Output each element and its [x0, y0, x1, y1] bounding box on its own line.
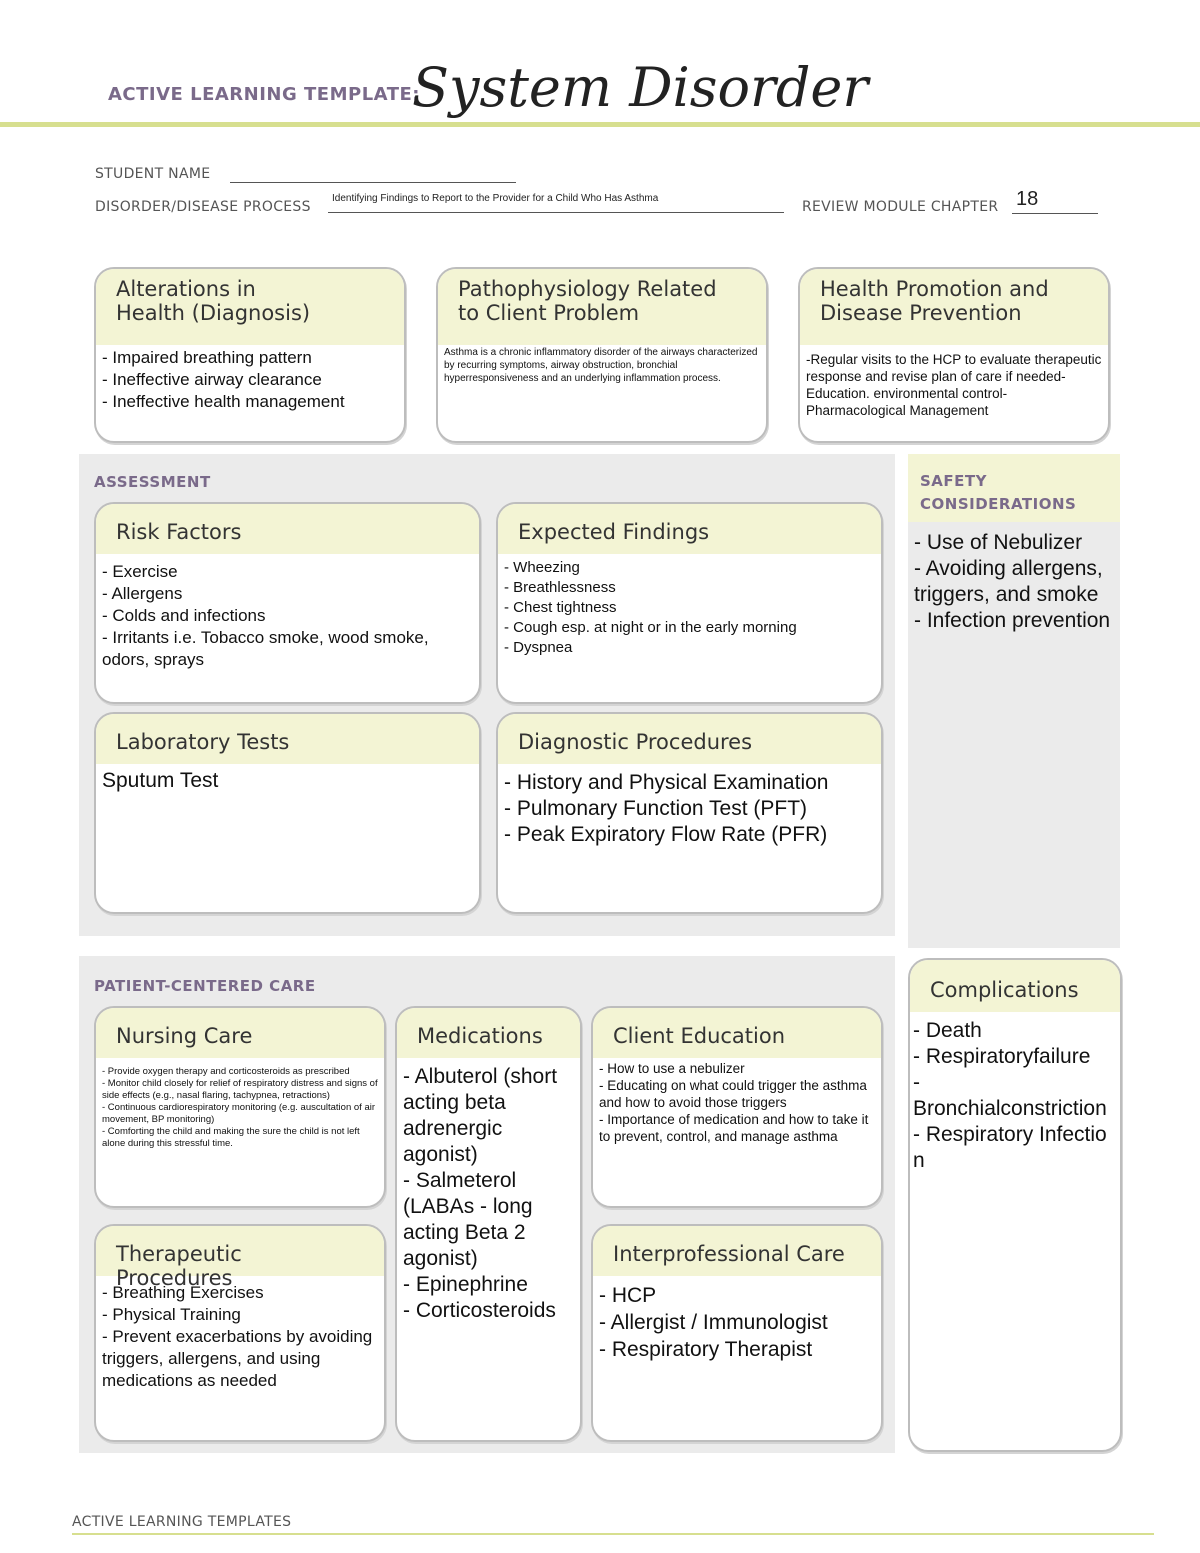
nursing-care-title: Nursing Care	[96, 1008, 384, 1058]
footer-label: ACTIVE LEARNING TEMPLATES	[72, 1514, 292, 1530]
nursing-care-body[interactable]: - Provide oxygen therapy and corticosteroids as prescribed - Monitor child closely for relief of respiratory distress and signs of side effects (e.g., nasal flaring, tachypnea, retractions) - Continuous cardiorespiratory monitoring (e.g. auscultation of air movement, BP monitoring) - Comforting the child and making the sure the child is not left alone during this stressful time.	[102, 1066, 378, 1149]
interprofessional-care-box	[591, 1224, 883, 1442]
safety-panel	[908, 454, 1120, 948]
safety-title: SAFETY CONSIDERATIONS	[908, 454, 1120, 522]
therapeutic-procedures-box	[94, 1224, 386, 1442]
diagnostic-procedures-box	[496, 712, 883, 914]
pathophysiology-title: Pathophysiology Related to Client Problem	[438, 269, 766, 345]
alterations-in-health-title: Alterations in Health (Diagnosis)	[96, 269, 404, 345]
student-name-field[interactable]	[230, 168, 516, 183]
disorder-value: Identifying Findings to Report to the Provider for a Child Who Has Asthma	[332, 193, 659, 204]
template-label: ACTIVE LEARNING TEMPLATE:	[108, 84, 420, 105]
diagnostic-procedures-title: Diagnostic Procedures	[498, 714, 881, 764]
alterations-in-health-body[interactable]: - Impaired breathing pattern - Ineffective airway clearance - Ineffective health management	[102, 348, 345, 411]
nursing-care-box	[94, 1006, 386, 1208]
expected-findings-body[interactable]: - Wheezing - Breathlessness - Chest tightness - Cough esp. at night or in the early morning - Dyspnea	[504, 559, 797, 656]
safety-body[interactable]: - Use of Nebulizer - Avoiding allergens, triggers, and smoke - Infection prevention	[914, 531, 1111, 632]
footer-divider	[72, 1533, 1154, 1535]
client-education-box	[591, 1006, 883, 1208]
medications-box	[395, 1006, 582, 1442]
chapter-label: REVIEW MODULE CHAPTER	[802, 199, 999, 215]
header-divider	[0, 122, 1200, 127]
disorder-field[interactable]	[328, 190, 784, 213]
assessment-label: ASSESSMENT	[94, 473, 211, 491]
risk-factors-box	[94, 502, 481, 704]
therapeutic-procedures-body[interactable]: - Breathing Exercises - Physical Training - Prevent exacerbations by avoiding triggers, allergens, and using medications as needed	[102, 1283, 373, 1390]
therapeutic-procedures-title: Therapeutic Procedures	[96, 1226, 384, 1276]
complications-body[interactable]: - Death - Respiratoryfailure - Bronchialconstriction - Respiratory Infection	[913, 1019, 1107, 1172]
page-title: System Disorder	[412, 56, 869, 119]
health-promotion-body[interactable]: -Regular visits to the HCP to evaluate therapeutic response and revise plan of care if needed-Education. environmental control-Pharmacological Management	[806, 352, 1102, 418]
alterations-in-health-box	[94, 267, 406, 443]
client-education-title: Client Education	[593, 1008, 881, 1058]
expected-findings-title: Expected Findings	[498, 504, 881, 554]
health-promotion-box	[798, 267, 1110, 443]
pathophysiology-box	[436, 267, 768, 443]
expected-findings-box	[496, 502, 883, 704]
disorder-label: DISORDER/DISEASE PROCESS	[95, 199, 311, 215]
health-promotion-title: Health Promotion and Disease Prevention	[800, 269, 1108, 345]
interprofessional-care-body[interactable]: - HCP - Allergist / Immunologist - Respiratory Therapist	[599, 1284, 828, 1361]
complications-box	[908, 958, 1122, 1452]
student-name-label: STUDENT NAME	[95, 166, 211, 182]
complications-title: Complications	[910, 960, 1120, 1012]
medications-title: Medications	[397, 1008, 580, 1058]
chapter-value: 18	[1016, 188, 1039, 210]
risk-factors-title: Risk Factors	[96, 504, 479, 554]
laboratory-tests-title: Laboratory Tests	[96, 714, 479, 764]
pathophysiology-body[interactable]: Asthma is a chronic inflammatory disorder of the airways characterized by recurring symptoms, airway obstruction, bronchial hyperresponsiveness and an underlying inflammation process.	[444, 347, 758, 384]
chapter-field[interactable]	[1012, 188, 1098, 214]
interprofessional-care-title: Interprofessional Care	[593, 1226, 881, 1276]
patient-centered-care-label: PATIENT-CENTERED CARE	[94, 977, 316, 995]
diagnostic-procedures-body[interactable]: - History and Physical Examination - Pulmonary Function Test (PFT) - Peak Expiratory Flow Rate (PFR)	[504, 771, 829, 846]
risk-factors-body[interactable]: - Exercise - Allergens - Colds and infections - Irritants i.e. Tobacco smoke, wood smoke, odors, sprays	[102, 562, 429, 669]
medications-body[interactable]: - Albuterol (short acting beta adrenergic agonist) - Salmeterol (LABAs - long acting Beta 2 agonist) - Epinephrine - Corticosteroids	[403, 1065, 558, 1322]
laboratory-tests-body[interactable]: Sputum Test	[102, 769, 219, 792]
laboratory-tests-box	[94, 712, 481, 914]
client-education-body[interactable]: - How to use a nebulizer - Educating on what could trigger the asthma and how to avoid those triggers - Importance of medication and how to take it to prevent, control, and manage asthma	[599, 1061, 869, 1144]
